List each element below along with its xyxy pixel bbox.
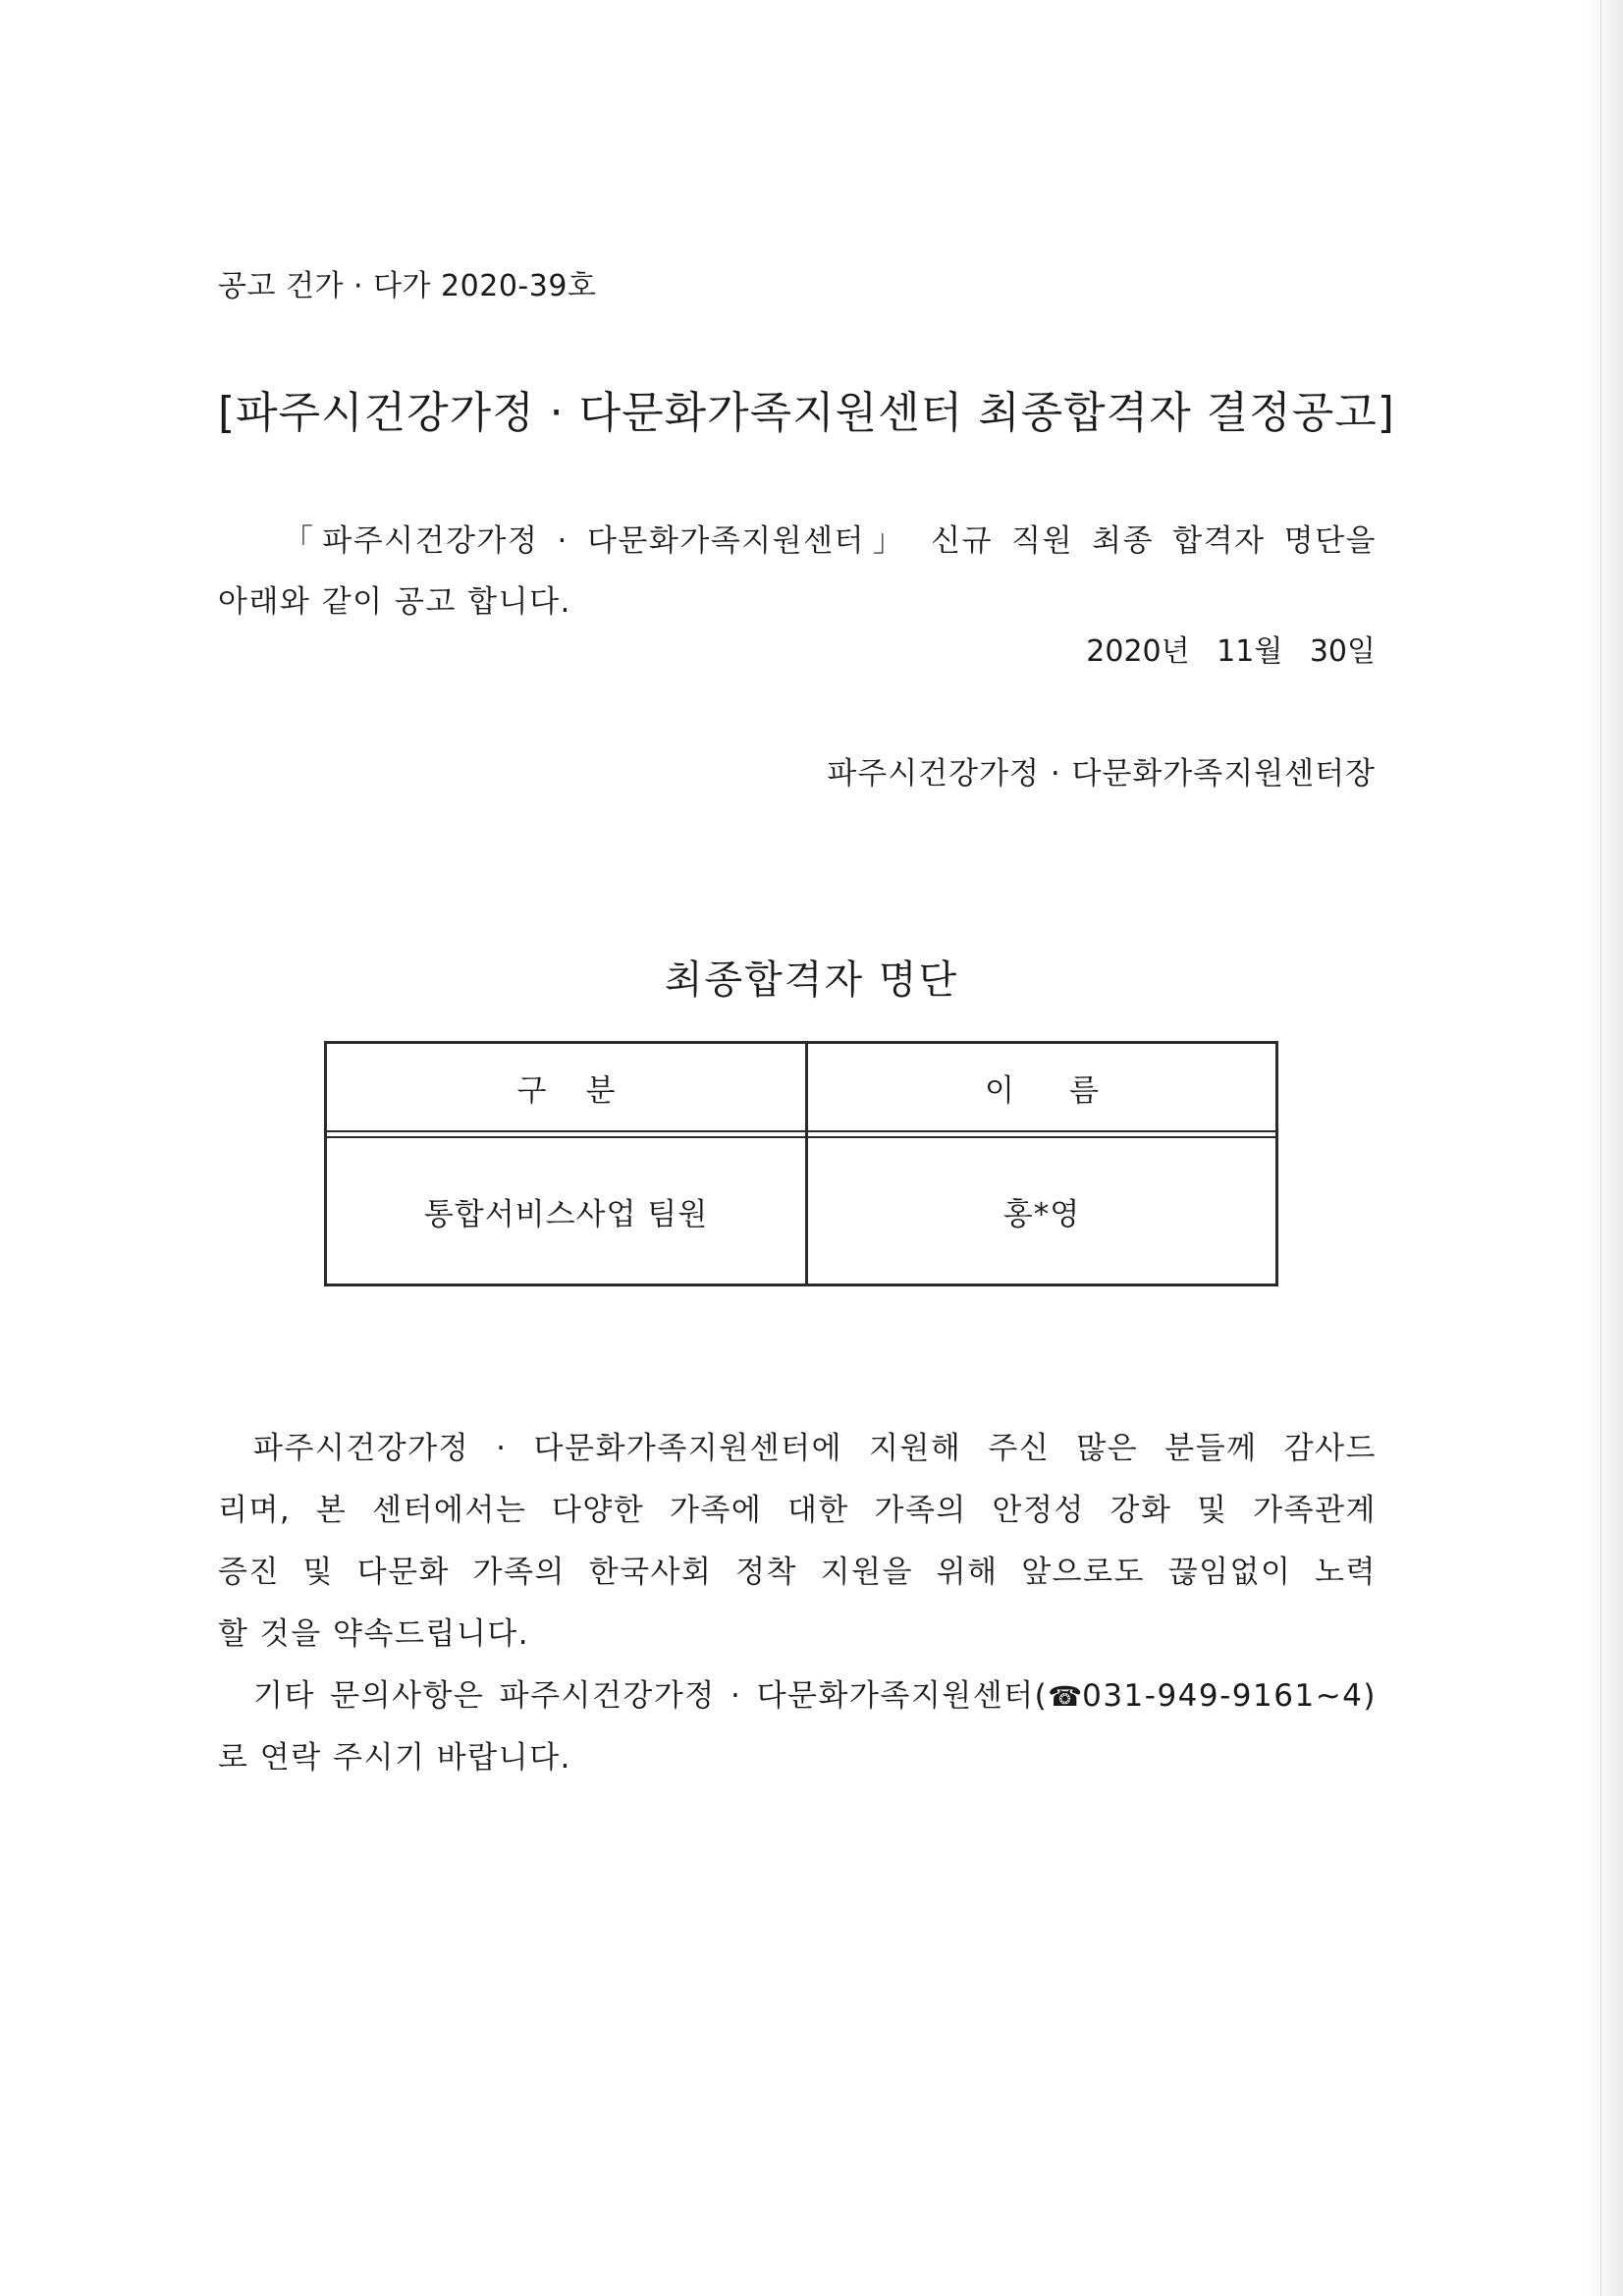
page-edge-line [1600,0,1601,2296]
contact-line-2: 로 연락 주시기 바랍니다. [218,1740,571,1776]
notice-title: [파주시건강가정 · 다문화가족지원센터 최종합격자 결정공고] [218,388,1395,438]
result-table [324,1041,1278,1286]
issuer-name: 파주시건강가정 · 다문화가족지원센터장 [827,756,1376,792]
contact-line-1 [218,1666,1377,1727]
notice-date: 2020년 11월 30일 [1086,634,1376,669]
table-header-name: 이름 [985,1072,1154,1109]
table-cell-name: 홍*영 [1002,1196,1081,1232]
list-title: 최종합격자 명단 [664,957,959,1003]
table-header-category: 구분 [516,1072,655,1109]
table-cell-category: 통합서비스사업 팀원 [423,1196,709,1232]
intro-line-1: 「파주시건강가정 · 다문화가족지원센터」 신규 직원 최종 합격자 명단을 [283,523,1377,559]
notice-number: 공고 건가 · 다가 2020-39호 [218,269,597,303]
contact-phone: 031-949-9161~4) [1082,1678,1377,1714]
table-header-divider [327,1130,1275,1132]
closing-line-1: 파주시건강가정 · 다문화가족지원센터에 지원해 주신 많은 분들께 감사드 [253,1431,1377,1466]
closing-line-2: 리며, 본 센터에서는 다양한 가족에 대한 가족의 안정성 강화 및 가족관계 [218,1493,1377,1528]
closing-line-4: 할 것을 약속드립니다. [218,1616,530,1652]
intro-line-2: 아래와 같이 공고 합니다. [218,584,571,620]
intro-paragraph [218,511,1377,632]
phone-icon: ☎ [1048,1680,1083,1713]
closing-paragraph [218,1418,1377,1789]
contact-text: 기타 문의사항은 파주시건강가정 · 다문화가족지원센터( [253,1678,1049,1714]
page-edge-shadow [1584,0,1623,2296]
closing-line-3: 증진 및 다문화 가족의 한국사회 정착 지원을 위해 앞으로도 끊임없이 노력 [218,1555,1377,1590]
